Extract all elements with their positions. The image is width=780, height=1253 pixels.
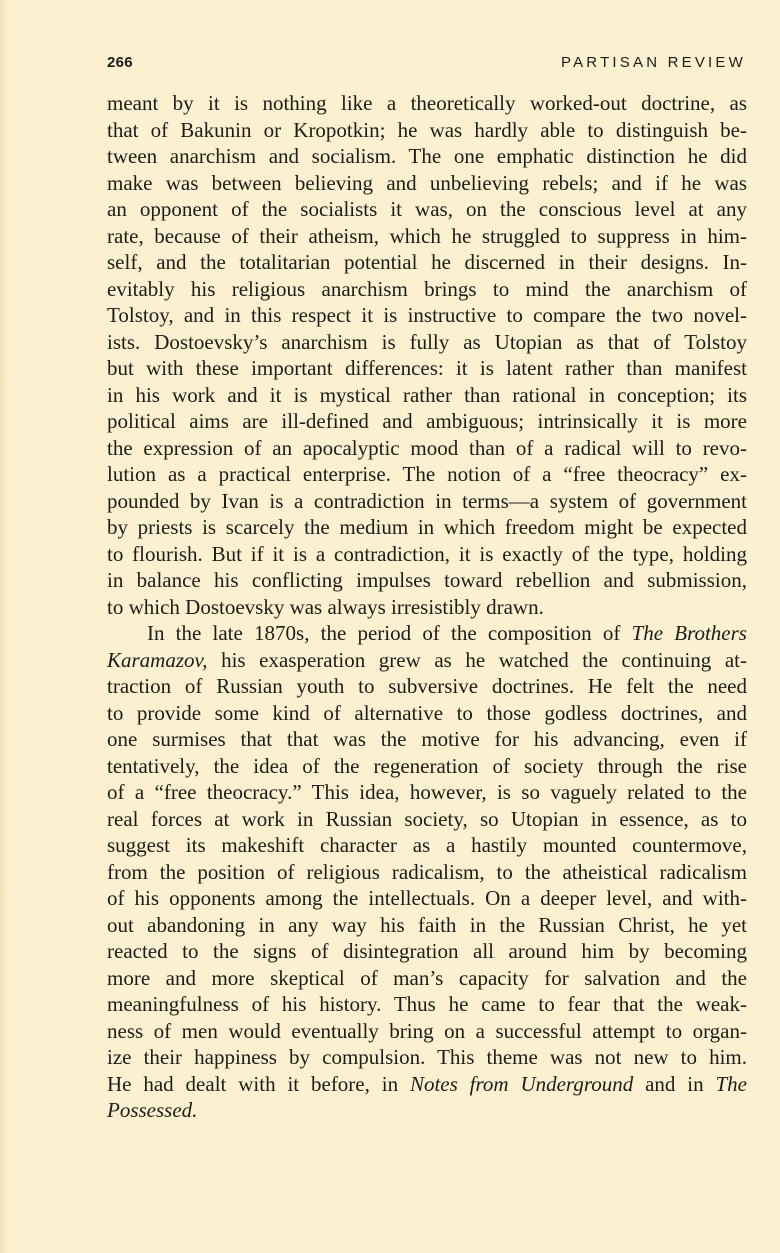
text-run: He had dealt with it before, in bbox=[107, 1071, 410, 1096]
text-run: and in bbox=[633, 1071, 716, 1096]
body-text bbox=[107, 90, 747, 1124]
text-line: political aims are ill-defined and ambiguous; intrinsically it is more bbox=[107, 409, 747, 433]
text-line: real forces at work in Russian society, so Utopian in essence, as to bbox=[107, 806, 747, 831]
book-title-the: The bbox=[715, 1071, 747, 1096]
page-edge bbox=[0, 0, 8, 1253]
text-line: the expression of an apocalyptic mood than of a radical will to revo- bbox=[107, 435, 747, 460]
text-run: his exasperation grew as he watched the continuing at- bbox=[207, 647, 747, 672]
text-line: out abandoning in any way his faith in the Russian Christ, he yet bbox=[107, 912, 747, 937]
text-line: ize their happiness by compulsion. This theme was not new to him. bbox=[107, 1045, 747, 1069]
text-line: that of Bakunin or Kropotkin; he was hardly able to distinguish be- bbox=[107, 117, 747, 142]
text-line: to which Dostoevsky was always irresistibly drawn. bbox=[107, 594, 544, 619]
text-line bbox=[107, 1071, 747, 1098]
text-line: make was between believing and unbelieving rebels; and if he was bbox=[107, 170, 747, 195]
text-line: in balance his conflicting impulses toward rebellion and submission, bbox=[107, 568, 747, 592]
text-line: ists. Dostoevsky’s anarchism is fully as Utopian as that of Tolstoy bbox=[107, 329, 747, 354]
text-run: In the late 1870s, the period of the composition of bbox=[147, 621, 632, 645]
text-line: from the position of religious radicalism, to the atheistical radicalism bbox=[107, 859, 747, 884]
text-line: tween anarchism and socialism. The one emphatic distinction he did bbox=[107, 144, 747, 168]
text-line: more and more skeptical of man’s capacity for salvation and the bbox=[107, 965, 747, 990]
text-line: suggest its makeshift character as a hastily mounted countermove, bbox=[107, 833, 747, 857]
text-line: to flourish. But if it is a contradiction, it is exactly of the type, holding bbox=[107, 541, 747, 566]
text-line: an opponent of the socialists it was, on the conscious level at any bbox=[107, 197, 747, 221]
text-line: of a “free theocracy.” This idea, however, is so vaguely related to the bbox=[107, 780, 747, 804]
text-line bbox=[107, 620, 747, 647]
book-title-the-brothers: The Brothers bbox=[631, 621, 747, 645]
text-line: traction of Russian youth to subversive doctrines. He felt the need bbox=[107, 674, 747, 698]
page-number: 266 bbox=[107, 53, 133, 71]
text-line: pounded by Ivan is a contradiction in terms—a system of government bbox=[107, 488, 747, 513]
page-header bbox=[107, 50, 746, 74]
text-line: tentatively, the idea of the regeneration of society through the rise bbox=[107, 753, 747, 778]
text-line: rate, because of their atheism, which he struggled to suppress in him- bbox=[107, 223, 747, 248]
text-line: meant by it is nothing like a theoretically worked-out doctrine, as bbox=[107, 91, 747, 115]
text-line: Tolstoy, and in this respect it is instructive to compare the two novel- bbox=[107, 303, 747, 327]
text-line: reacted to the signs of disintegration all around him by becoming bbox=[107, 939, 747, 963]
text-line: of his opponents among the intellectuals. On a deeper level, and with- bbox=[107, 886, 747, 910]
text-line: but with these important differences: it is latent rather than manifest bbox=[107, 356, 747, 380]
text-line: by priests is scarcely the medium in which freedom might be expected bbox=[107, 515, 747, 539]
text-line bbox=[107, 1097, 747, 1124]
book-title-notes-from-underground: Notes from Underground bbox=[409, 1071, 634, 1096]
paragraph-2 bbox=[107, 620, 747, 1124]
text-line: one surmises that that was the motive for his advancing, even if bbox=[107, 727, 747, 751]
text-line: lution as a practical enterprise. The notion of a “free theocracy” ex- bbox=[107, 462, 747, 486]
text-line: to provide some kind of alternative to those godless doctrines, and bbox=[107, 700, 747, 725]
text-line bbox=[107, 647, 747, 674]
text-line: evitably his religious anarchism brings to mind the anarchism of bbox=[107, 276, 747, 301]
running-head: PARTISAN REVIEW bbox=[561, 53, 746, 71]
text-line: ness of men would eventually bring on a successful attempt to organ- bbox=[107, 1018, 747, 1043]
book-title-karamazov: Karamazov, bbox=[107, 647, 208, 672]
paragraph-1 bbox=[107, 90, 747, 620]
book-title-possessed: Possessed. bbox=[107, 1098, 198, 1122]
text-line: meaningfulness of his history. Thus he came to fear that the weak- bbox=[107, 992, 747, 1016]
text-line: in his work and it is mystical rather than rational in conception; its bbox=[107, 382, 747, 407]
text-line: self, and the totalitarian potential he discerned in their designs. In- bbox=[107, 250, 747, 274]
